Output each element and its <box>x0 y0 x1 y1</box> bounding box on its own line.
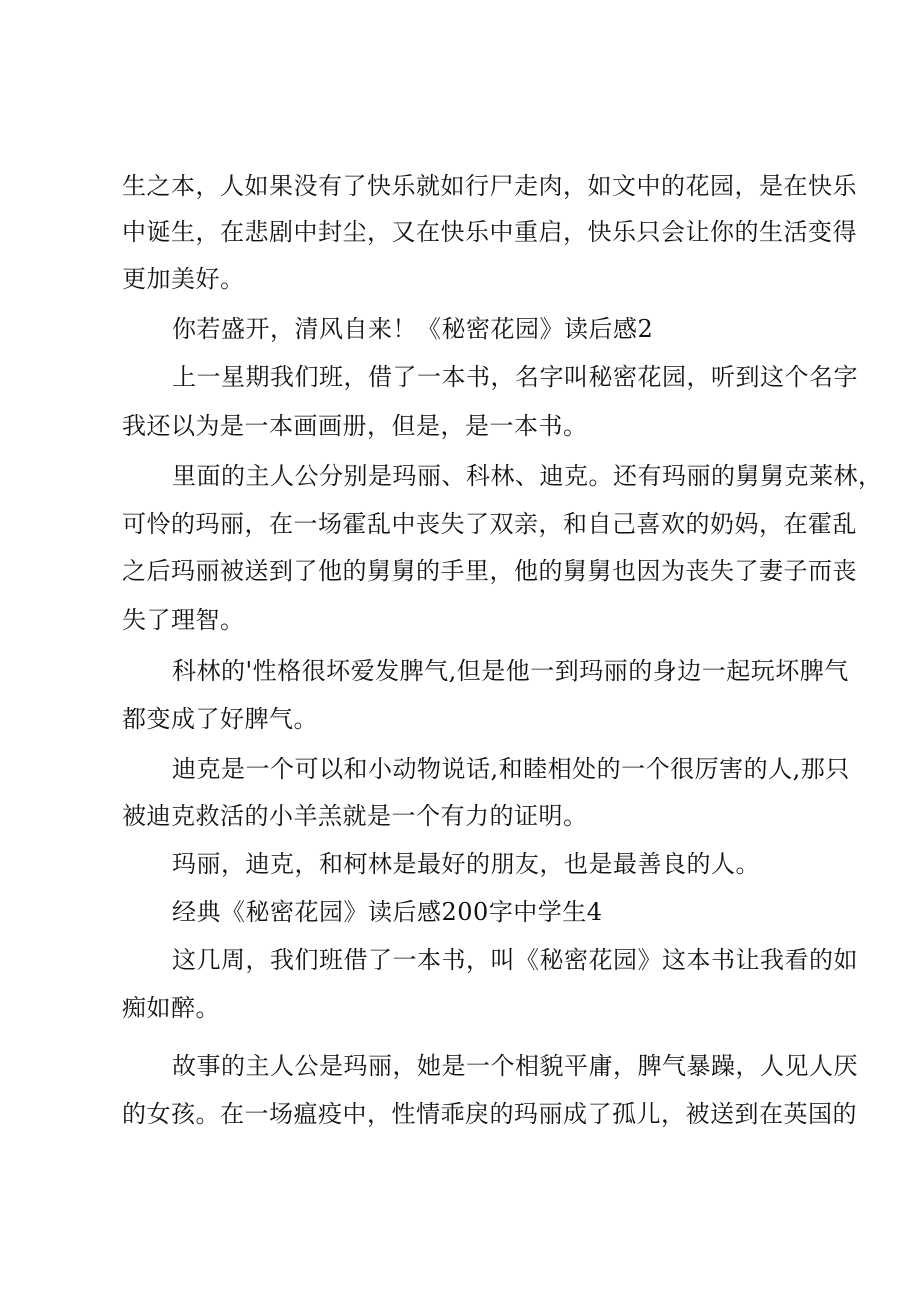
text-line: 这几周，我们班借了一本书，叫《秘密花园》这本书让我看的如 <box>172 946 858 974</box>
text-line: 生之本，人如果没有了快乐就如行尸走肉，如文中的花园，是在快乐 <box>122 172 857 200</box>
section-heading: 你若盛开，清风自来！《秘密花园》读后感2 <box>172 315 654 343</box>
text-line: 我还以为是一本画画册，但是，是一本书。 <box>122 412 588 440</box>
section-heading: 经典《秘密花园》读后感200字中学生4 <box>172 898 603 926</box>
text-line: 痴如醉。 <box>122 994 220 1022</box>
text-line: 玛丽，迪克，和柯林是最好的朋友，也是最善良的人。 <box>172 850 760 878</box>
text-line: 的女孩。在一场瘟疫中，性情乖戾的玛丽成了孤儿，被送到在英国的 <box>122 1100 857 1128</box>
text-line: 中诞生，在悲剧中封尘，又在快乐中重启，快乐只会让你的生活变得 <box>122 218 857 246</box>
text-line: 失了理智。 <box>122 606 245 634</box>
text-line: 被迪克救活的小羊羔就是一个有力的证明。 <box>122 802 588 830</box>
text-line: 更加美好。 <box>122 265 245 293</box>
text-line: 迪克是一个可以和小动物说话,和睦相处的一个很厉害的人,那只 <box>172 755 850 783</box>
text-line: 科林的'性格很坏爱发脾气,但是他一到玛丽的身边一起玩坏脾气 <box>172 657 849 685</box>
text-line: 里面的主人公分别是玛丽、科林、迪克。还有玛丽的舅舅克莱林， <box>172 462 883 490</box>
text-line: 故事的主人公是玛丽，她是一个相貌平庸，脾气暴躁，人见人厌 <box>172 1052 858 1080</box>
text-line: 可怜的玛丽，在一场霍乱中丧失了双亲，和自己喜欢的奶妈，在霍乱 <box>122 510 857 538</box>
text-line: 上一星期我们班，借了一本书，名字叫秘密花园，听到这个名字 <box>172 363 858 391</box>
text-line: 都变成了好脾气。 <box>122 705 318 733</box>
text-line: 之后玛丽被送到了他的舅舅的手里，他的舅舅也因为丧失了妻子而丧 <box>122 557 857 585</box>
